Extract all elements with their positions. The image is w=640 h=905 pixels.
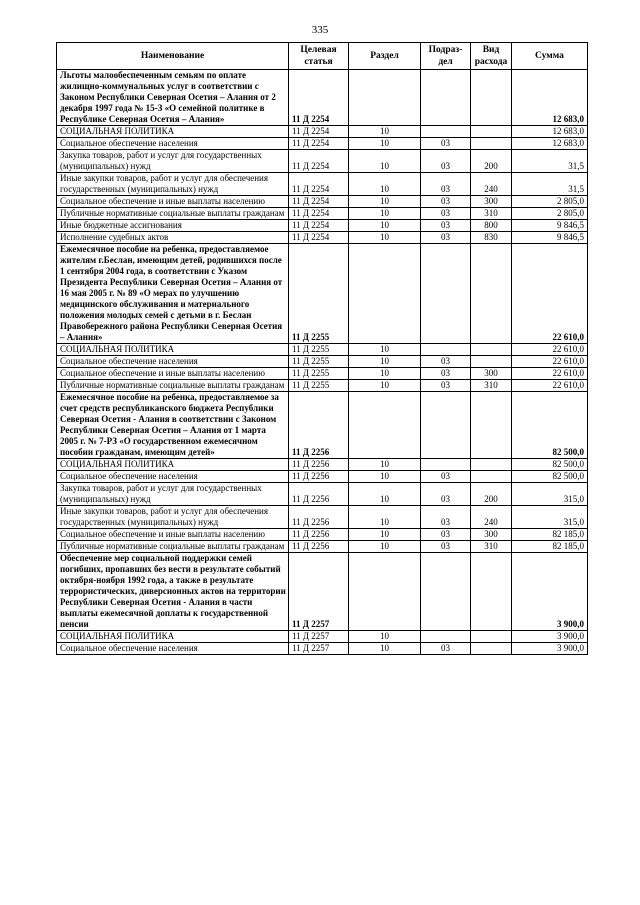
cell-sum: 22 610,0 [512,244,588,344]
cell-code: 11 Д 2256 [289,541,349,553]
cell-subsection: 03 [421,506,471,529]
cell-subsection: 03 [421,150,471,173]
cell-section: 10 [349,138,421,150]
cell-subsection [421,70,471,126]
cell-sum: 82 185,0 [512,529,588,541]
table-row [57,392,588,459]
header-section: Раздел [349,43,421,70]
cell-name: СОЦИАЛЬНАЯ ПОЛИТИКА [57,631,289,643]
table-row [57,553,588,631]
cell-code: 11 Д 2254 [289,173,349,196]
cell-subsection [421,631,471,643]
cell-sum: 3 900,0 [512,643,588,655]
cell-sum: 31,5 [512,150,588,173]
cell-type [471,459,512,471]
cell-subsection: 03 [421,138,471,150]
table-row [57,459,588,471]
cell-code: 11 Д 2256 [289,529,349,541]
cell-section: 10 [349,483,421,506]
table-row [57,380,588,392]
table-row [57,244,588,344]
cell-name: СОЦИАЛЬНАЯ ПОЛИТИКА [57,459,289,471]
cell-subsection [421,344,471,356]
table-row [57,356,588,368]
cell-code: 11 Д 2255 [289,368,349,380]
cell-section: 10 [349,643,421,655]
header-subsection: Подраз-дел [421,43,471,70]
cell-subsection: 03 [421,173,471,196]
cell-name: Иные закупки товаров, работ и услуг для обеспечения государственных (муниципальных) нужд [57,173,289,196]
cell-sum: 31,5 [512,173,588,196]
cell-type [471,70,512,126]
page-number: 335 [311,24,329,36]
cell-code: 11 Д 2254 [289,150,349,173]
cell-sum: 9 846,5 [512,220,588,232]
cell-type: 800 [471,220,512,232]
cell-type: 310 [471,541,512,553]
cell-sum: 12 683,0 [512,138,588,150]
table-body [57,70,588,655]
table-row [57,541,588,553]
cell-type [471,244,512,344]
cell-sum: 22 610,0 [512,368,588,380]
cell-code: 11 Д 2254 [289,126,349,138]
header-sum: Сумма [512,43,588,70]
cell-subsection: 03 [421,232,471,244]
cell-code: 11 Д 2254 [289,196,349,208]
budget-table [56,42,588,655]
table-row [57,173,588,196]
cell-code: 11 Д 2255 [289,244,349,344]
cell-subsection [421,459,471,471]
cell-code: 11 Д 2254 [289,138,349,150]
cell-section: 10 [349,368,421,380]
cell-code: 11 Д 2255 [289,356,349,368]
cell-code: 11 Д 2254 [289,220,349,232]
cell-name: Социальное обеспечение населения [57,471,289,483]
cell-name: Социальное обеспечение населения [57,643,289,655]
header-code: Целевая статья [289,43,349,70]
cell-section [349,70,421,126]
cell-name: Публичные нормативные социальные выплаты гражданам [57,380,289,392]
cell-section [349,392,421,459]
cell-subsection: 03 [421,643,471,655]
cell-subsection: 03 [421,196,471,208]
cell-code: 11 Д 2256 [289,471,349,483]
cell-name: Иные бюджетные ассигнования [57,220,289,232]
cell-name: Социальное обеспечение и иные выплаты населению [57,196,289,208]
header-type: Вид расхода [471,43,512,70]
cell-code: 11 Д 2257 [289,553,349,631]
cell-section: 10 [349,232,421,244]
cell-subsection: 03 [421,220,471,232]
table-row [57,529,588,541]
cell-sum: 3 900,0 [512,553,588,631]
cell-name: Социальное обеспечение и иные выплаты населению [57,529,289,541]
cell-sum: 315,0 [512,483,588,506]
table-row [57,471,588,483]
cell-code: 11 Д 2256 [289,459,349,471]
cell-sum: 9 846,5 [512,232,588,244]
cell-section: 10 [349,529,421,541]
cell-name: СОЦИАЛЬНАЯ ПОЛИТИКА [57,344,289,356]
cell-code: 11 Д 2256 [289,483,349,506]
table-row [57,208,588,220]
cell-name: Иные закупки товаров, работ и услуг для обеспечения государственных (муниципальных) нужд [57,506,289,529]
cell-subsection: 03 [421,541,471,553]
cell-section: 10 [349,631,421,643]
cell-type: 240 [471,173,512,196]
cell-sum: 12 683,0 [512,126,588,138]
cell-type [471,138,512,150]
cell-sum: 82 500,0 [512,392,588,459]
cell-type: 830 [471,232,512,244]
table-row [57,126,588,138]
cell-name: Обеспечение мер социальной поддержки семей погибших, пропавших без вести в результате событий октября-ноября 1992 года, а также в результате террористических, диверсионных актов на территории Республики Северная Осетия - Алания в части выплаты ежемесячной доплаты к государственной пенсии [57,553,289,631]
cell-section: 10 [349,208,421,220]
cell-section: 10 [349,126,421,138]
table-row [57,506,588,529]
cell-sum: 2 805,0 [512,196,588,208]
cell-section [349,553,421,631]
cell-type [471,344,512,356]
cell-section [349,244,421,344]
cell-subsection [421,392,471,459]
cell-type [471,553,512,631]
cell-type: 310 [471,208,512,220]
cell-subsection [421,244,471,344]
cell-sum: 82 500,0 [512,471,588,483]
header-name: Наименование [57,43,289,70]
table-row [57,483,588,506]
cell-type [471,356,512,368]
cell-type [471,643,512,655]
cell-sum: 2 805,0 [512,208,588,220]
cell-section: 10 [349,344,421,356]
cell-type: 300 [471,368,512,380]
table-row [57,70,588,126]
cell-subsection: 03 [421,380,471,392]
cell-subsection [421,126,471,138]
cell-type: 300 [471,529,512,541]
table-row [57,368,588,380]
cell-type [471,631,512,643]
cell-code: 11 Д 2255 [289,380,349,392]
cell-code: 11 Д 2257 [289,631,349,643]
cell-type [471,471,512,483]
cell-code: 11 Д 2254 [289,208,349,220]
cell-section: 10 [349,356,421,368]
cell-subsection: 03 [421,529,471,541]
cell-section: 10 [349,471,421,483]
table-row [57,138,588,150]
cell-name: Публичные нормативные социальные выплаты гражданам [57,208,289,220]
cell-name: СОЦИАЛЬНАЯ ПОЛИТИКА [57,126,289,138]
cell-code: 11 Д 2254 [289,70,349,126]
cell-name: Ежемесячное пособие на ребенка, предоставляемое жителям г.Беслан, имеющим детей, родившихся после 1 сентября 2004 года, в соответствии с Указом Президента Республики Северная Осетия – Алания от 16 мая 2005 г. № 89 «О мерах по улучшению медицинского обслуживания и материального положения молодых семей с детьми в г. Беслан Правобережного района Республики Северная Осетия – Алания» [57,244,289,344]
cell-name: Исполнение судебных актов [57,232,289,244]
cell-type: 200 [471,150,512,173]
table-row [57,196,588,208]
table-row [57,232,588,244]
cell-section: 10 [349,459,421,471]
cell-name: Закупка товаров, работ и услуг для государственных (муниципальных) нужд [57,150,289,173]
cell-code: 11 Д 2256 [289,392,349,459]
table-row [57,220,588,232]
cell-sum: 3 900,0 [512,631,588,643]
cell-section: 10 [349,220,421,232]
cell-name: Публичные нормативные социальные выплаты гражданам [57,541,289,553]
cell-section: 10 [349,150,421,173]
table-header-row [57,43,588,70]
cell-sum: 22 610,0 [512,344,588,356]
cell-subsection: 03 [421,208,471,220]
cell-name: Социальное обеспечение населения [57,356,289,368]
cell-name: Льготы малообеспеченным семьям по оплате жилищно-коммунальных услуг в соответствии с Законом Республики Северная Осетия – Алания от 2 декабря 1997 года № 15-З «О семейной политике в Республике Северная Осетия – Алания» [57,70,289,126]
cell-subsection: 03 [421,483,471,506]
cell-section: 10 [349,380,421,392]
cell-name: Закупка товаров, работ и услуг для государственных (муниципальных) нужд [57,483,289,506]
cell-subsection [421,553,471,631]
cell-type: 300 [471,196,512,208]
cell-name: Социальное обеспечение и иные выплаты населению [57,368,289,380]
cell-type: 310 [471,380,512,392]
cell-type: 240 [471,506,512,529]
cell-sum: 82 185,0 [512,541,588,553]
cell-subsection: 03 [421,471,471,483]
cell-sum: 22 610,0 [512,380,588,392]
table-row [57,344,588,356]
cell-subsection: 03 [421,356,471,368]
cell-type [471,392,512,459]
cell-section: 10 [349,196,421,208]
cell-section: 10 [349,506,421,529]
cell-code: 11 Д 2257 [289,643,349,655]
cell-sum: 12 683,0 [512,70,588,126]
cell-name: Социальное обеспечение населения [57,138,289,150]
cell-code: 11 Д 2254 [289,232,349,244]
cell-code: 11 Д 2256 [289,506,349,529]
table-row [57,643,588,655]
table-row [57,150,588,173]
cell-sum: 82 500,0 [512,459,588,471]
cell-subsection: 03 [421,368,471,380]
cell-code: 11 Д 2255 [289,344,349,356]
cell-type: 200 [471,483,512,506]
cell-type [471,126,512,138]
cell-sum: 22 610,0 [512,356,588,368]
cell-sum: 315,0 [512,506,588,529]
table-row [57,631,588,643]
cell-section: 10 [349,173,421,196]
cell-section: 10 [349,541,421,553]
cell-name: Ежемесячное пособие на ребенка, предоставляемое за счет средств республиканского бюджета Республики Северная Осетия - Алания в соответствии с Законом Республики Северная Осетия – Алания от 1 марта 2005 г. № 7-РЗ «О государственном ежемесячном пособии гражданам, имеющим детей» [57,392,289,459]
